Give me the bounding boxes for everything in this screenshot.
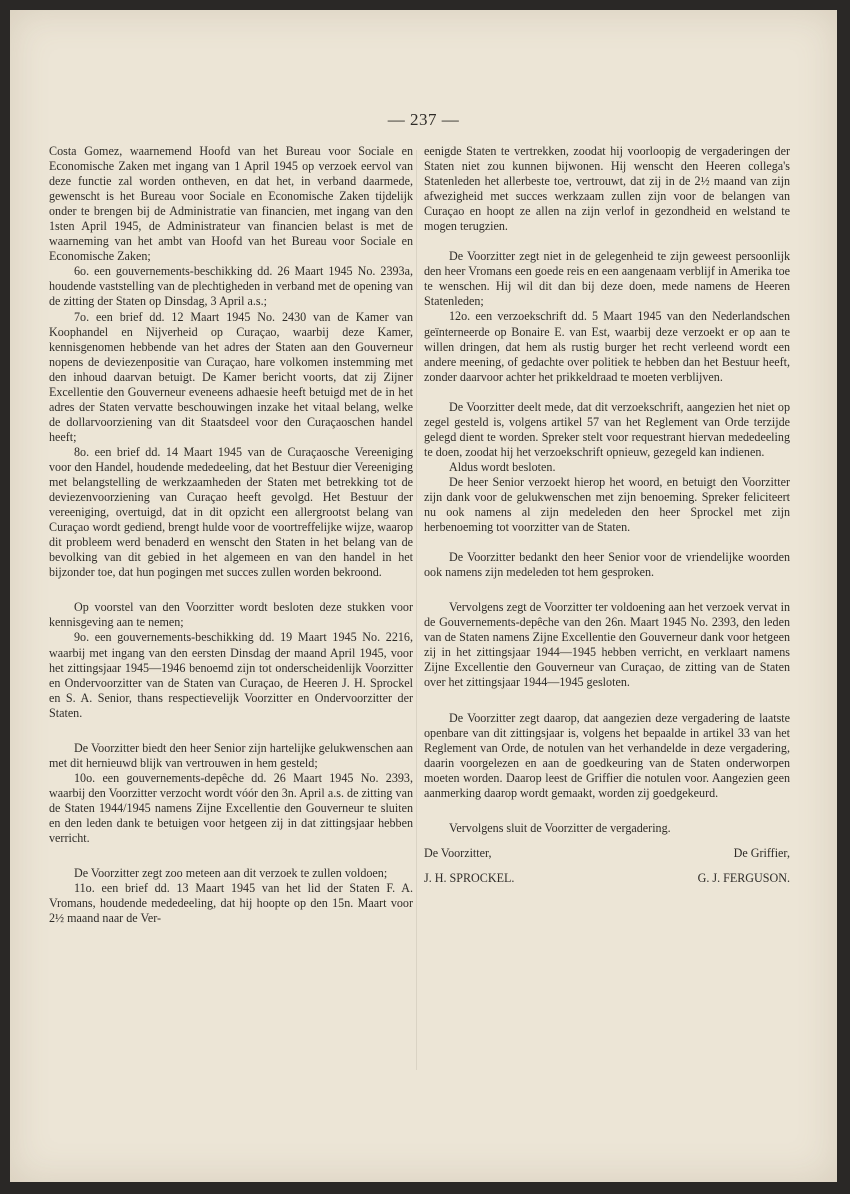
- paragraph: Vervolgens zegt de Voorzitter ter voldoening aan het verzoek vervat in de Gouvernements-depêche van den 26n. Maart 1945 No. 2393, den leden van de Staten namens Zijne Excellentie den Gouverneur dank voor hetgeen zij in het zittingsjaar 1944—1945 hebben verricht, en verklaart namens Zijne Excellentie den Gouverneur van Curaçao, de zitting van de Staten over het zittingsjaar 1944—1945 gesloten.: [424, 600, 790, 690]
- paragraph: Op voorstel van den Voorzitter wordt besloten deze stukken voor kennisgeving aan te nemen;: [49, 600, 413, 630]
- right-column: [424, 144, 790, 886]
- paragraph: 7o. een brief dd. 12 Maart 1945 No. 2430 van de Kamer van Koophandel en Nijverheid op Curaçao, waarbij deze Kamer, kennisgenomen hebbende van het adres der Staten aan den Gouverneur nopens de deviezenpositie van Curaçao, hare volkomen instemming met den inhoud daarvan betuigt. De Kamer bericht voorts, dat zij Zijner Excellentie den Gouverneur eveneens adhaesie heeft betuigd met de in het adres der Staten vervatte beschouwingen inzake het vitaal belang, welke de dollarvoorziening van dit Staatsdeel voor den Curaçaoschen handel heeft;: [49, 309, 413, 444]
- paragraph: 12o. een verzoekschrift dd. 5 Maart 1945 van den Nederlandschen geïnterneerde op Bonaire E. van Est, waarbij deze verzoekt er op aan te willen dringen, dat hem als rustig burger het recht verleend wordt een andere meening, of gedachte over politiek te hebben dan het Bestuur heeft, zonder daarvoor achter het prikkeldraad te moeten verblijven.: [424, 309, 790, 384]
- paragraph: De Voorzitter zegt daarop, dat aangezien deze vergadering de laatste openbare van dit zittingsjaar is, volgens het bepaalde in artikel 33 van het Reglement van Orde, de notulen van het verhandelde in deze vergadering, daarin voorgelezen en aan de goedkeuring van de Staten onderworpen moeten worden. Daarop leest de Griffier die notulen voor. Aangezien geen aanmerking daarop wordt gemaakt, worden zij goedgekeurd.: [424, 710, 790, 800]
- paragraph: 10o. een gouvernements-depêche dd. 26 Maart 1945 No. 2393, waarbij den Voorzitter verzocht wordt vóór den 3n. April a.s. de zitting van de Staten 1944/1945 namens Zijne Excellentie den Gouverneur te sluiten en den leden dank te betuigen voor hetgeen zij in dat zittingsjaar hebben verricht.: [49, 770, 413, 846]
- paragraph: De Voorzitter zegt zoo meteen aan dit verzoek te zullen voldoen;: [74, 866, 388, 881]
- paragraph: Aldus wordt besloten.: [449, 459, 556, 474]
- paragraph: De Voorzitter zegt niet in de gelegenheid te zijn geweest persoonlijk den heer Vromans een goede reis en een aangenaam verblijf in Amerika toe te wenschen. Hij wil dit dan bij deze doen, mede namens de Heeren Statenleden;: [424, 249, 790, 309]
- page-number: — 237 —: [387, 110, 460, 129]
- paragraph: eenigde Staten te vertrekken, zoodat hij voorloopig de vergaderingen der Staten niet zou kunnen bijwonen. Hij wenscht den Heeren collega's Statenleden het allerbeste toe, vertrouwt, dat zij in de 2½ maand van zijn afwezigheid met succes werkzaam zullen zijn voor de belangen van Curaçao en hoopt ze allen na zijn verlof in gezondheid en welstand te mogen terugzien.: [424, 144, 790, 234]
- clerk-name: G. J. FERGUSON.: [697, 870, 790, 885]
- paragraph: Vervolgens sluit de Voorzitter de vergadering.: [449, 820, 671, 835]
- paragraph: 8o. een brief dd. 14 Maart 1945 van de Curaçaosche Vereeniging voor den Handel, houdende mededeeling, dat het Bestuur dier Vereeniging met belangstelling de werkzaamheden der Staten met betrekking tot de deviezenvoorziening van Curaçao heeft gevolgd. Het Bestuur der vereeniging, overtuigd, dat in dit opzicht een allergrootst belang van Curaçao wordt gediend, brengt hulde voor de voortreffelijke wijze, waarop dit probleem werd benaderd en wenscht den Staten in het belang van de bevolking van dit gebied in het algemeen en van den handel in het bijzonder toe, dat hun pogingen met succes zullen worden bekroond.: [49, 444, 413, 580]
- left-column: [49, 144, 413, 926]
- paragraph: De heer Senior verzoekt hierop het woord, en betuigt den Voorzitter zijn dank voor de gelukwenschen met zijn benoeming. Spreker feliciteert nu ook namens al zijn medeleden den heer Sprockel met zijn herbenoeming tot voorzitter van de Staten.: [424, 474, 790, 535]
- column-divider: [416, 150, 417, 1070]
- paragraph: 11o. een brief dd. 13 Maart 1945 van het lid der Staten F. A. Vromans, houdende mededeeling, dat hij hoopte op den 15n. Maart voor 2½ maand naar de Ver-: [49, 881, 413, 926]
- paragraph: De Voorzitter biedt den heer Senior zijn hartelijke gelukwenschen aan met dit hernieuwd blijk van vertrouwen in hem gesteld;: [49, 740, 413, 770]
- paragraph: Costa Gomez, waarnemend Hoofd van het Bureau voor Sociale en Economische Zaken met ingang van 1 April 1945 op verzoek eervol van deze functie zal worden ontheven, en dat het, in verband daarmede, gewenscht is het Bureau voor Sociale en Economische Zaken tijdelijk onder te brengen bij de Administratie van financien, met ingang van den 1sten April 1945, de Administrateur van financien belast is met de waarneming van het ambt van Hoofd van het Bureau voor Sociale en Economische Zaken;: [49, 144, 413, 264]
- paragraph: 6o. een gouvernements-beschikking dd. 26 Maart 1945 No. 2393a, houdende vaststelling van de plechtigheden in verband met de opening van de zitting der Staten op Dinsdag, 3 April a.s.;: [49, 264, 413, 309]
- chairman-name: J. H. SPROCKEL.: [424, 870, 515, 885]
- signature-titles: [424, 846, 790, 861]
- clerk-title: De Griffier,: [733, 845, 790, 860]
- paragraph: De Voorzitter bedankt den heer Senior voor de vriendelijke woorden ook namens zijn medeleden tot hem gesproken.: [424, 550, 790, 580]
- paragraph: De Voorzitter deelt mede, dat dit verzoekschrift, aangezien het niet op zegel gesteld is, volgens artikel 57 van het Reglement van Orde terzijde gelegd dient te worden. Spreker stelt voor requestrant hiervan mededeeling te doen, zoodat hij het verzoekschrift opnieuw, gezegeld kan indienen.: [424, 399, 790, 459]
- chairman-title: De Voorzitter,: [424, 845, 492, 860]
- document-page: [10, 10, 837, 1182]
- paragraph: 9o. een gouvernements-beschikking dd. 19 Maart 1945 No. 2216, waarbij met ingang van den eersten Dinsdag der maand April 1945, voor het zittingsjaar 1945—1946 benoemd zijn tot onderscheidenlijk Voorzitter en Ondervoorzitter van de Staten van Curaçao, de Heeren J. H. Sprockel en S. A. Senior, thans respectievelijk Voorzitter en Ondervoorzitter der Staten.: [49, 630, 413, 720]
- signature-names: [424, 871, 790, 886]
